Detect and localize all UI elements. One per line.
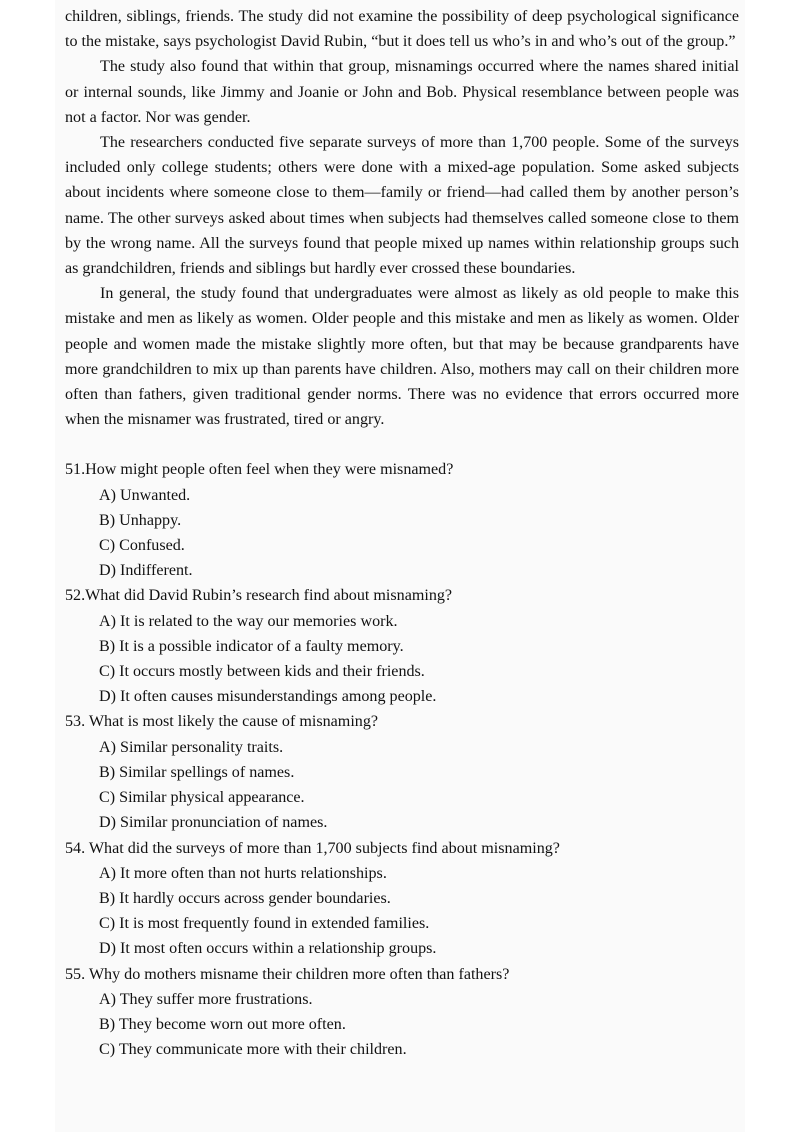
passage [65,4,739,432]
option-a: A) It more often than not hurts relationships. [99,864,387,882]
passage-paragraph-4: In general, the study found that undergraduates were almost as likely as old people to make this mistake and men as likely as women. Older people and this mistake and men as likely as women. Older people and women made the mistake slightly more often, but that may be because grandparents have more grandchildren to mix up than parents have children. Also, mothers may call on their children more often than fathers, given traditional gender norms. There was no evidence that errors occurred more when the misnamer was frustrated, tired or angry. [65,285,739,429]
option-b: B) Unhappy. [99,511,182,529]
passage-paragraph-2: The study also found that within that group, misnamings occurred where the names shared initial or internal sounds, like Jimmy and Joanie or John and Bob. Physical resemblance between people was not a factor. Nor was gender. [65,58,739,126]
option-d: D) Similar pronunciation of names. [99,814,328,832]
question-stem: 52.What did David Rubin’s research find about misnaming? [65,587,453,605]
option-b: B) Similar spellings of names. [99,763,295,781]
option-c: C) It occurs mostly between kids and their friends. [99,663,425,681]
option-c: C) They communicate more with their children. [99,1041,407,1059]
passage-paragraph-3: The researchers conducted five separate surveys of more than 1,700 people. Some of the surveys included only college students; others were done with a mixed-age population. Some asked subjects about incidents where someone close to them—family or friend—had called them by another person’s name. The other surveys asked about times when subjects had themselves called someone close to them by the wrong name. All the surveys found that people mixed up names within relationship groups such as grandchildren, friends and siblings but hardly ever crossed these boundaries. [65,134,739,278]
question-stem: 53. What is most likely the cause of misnaming? [65,713,379,731]
question-55 [65,962,739,1063]
question-stem: 54. What did the surveys of more than 1,700 subjects find about misnaming? [65,839,560,857]
option-b: B) They become worn out more often. [99,1015,346,1033]
option-a: A) Unwanted. [99,486,191,504]
question-list [65,457,739,1062]
option-b: B) It hardly occurs across gender boundaries. [99,889,391,907]
option-a: A) Similar personality traits. [99,738,284,756]
option-c: C) Confused. [99,537,185,555]
option-a: A) They suffer more frustrations. [99,990,313,1008]
option-a: A) It is related to the way our memories work. [99,612,398,630]
option-list [65,609,739,710]
option-d: D) Indifferent. [99,562,193,580]
question-54 [65,836,739,962]
question-stem: 55. Why do mothers misname their children more often than fathers? [65,965,510,983]
option-list [65,861,739,962]
option-c: C) Similar physical appearance. [99,789,305,807]
option-list [65,483,739,584]
option-c: C) It is most frequently found in extended families. [99,915,430,933]
question-52 [65,583,739,709]
option-b: B) It is a possible indicator of a faulty memory. [99,637,404,655]
option-d: D) It often causes misunderstandings among people. [99,688,437,706]
option-list [65,987,739,1063]
document-page [55,0,745,1132]
option-list [65,735,739,836]
passage-paragraph-1: children, siblings, friends. The study did not examine the possibility of deep psychological significance to the mistake, says psychologist David Rubin, “but it does tell us who’s in and who’s out of the group.” [65,8,739,51]
question-stem: 51.How might people often feel when they were misnamed? [65,461,454,479]
question-51 [65,457,739,583]
question-53 [65,709,739,835]
option-d: D) It most often occurs within a relationship groups. [99,940,437,958]
document-content [65,4,739,1062]
